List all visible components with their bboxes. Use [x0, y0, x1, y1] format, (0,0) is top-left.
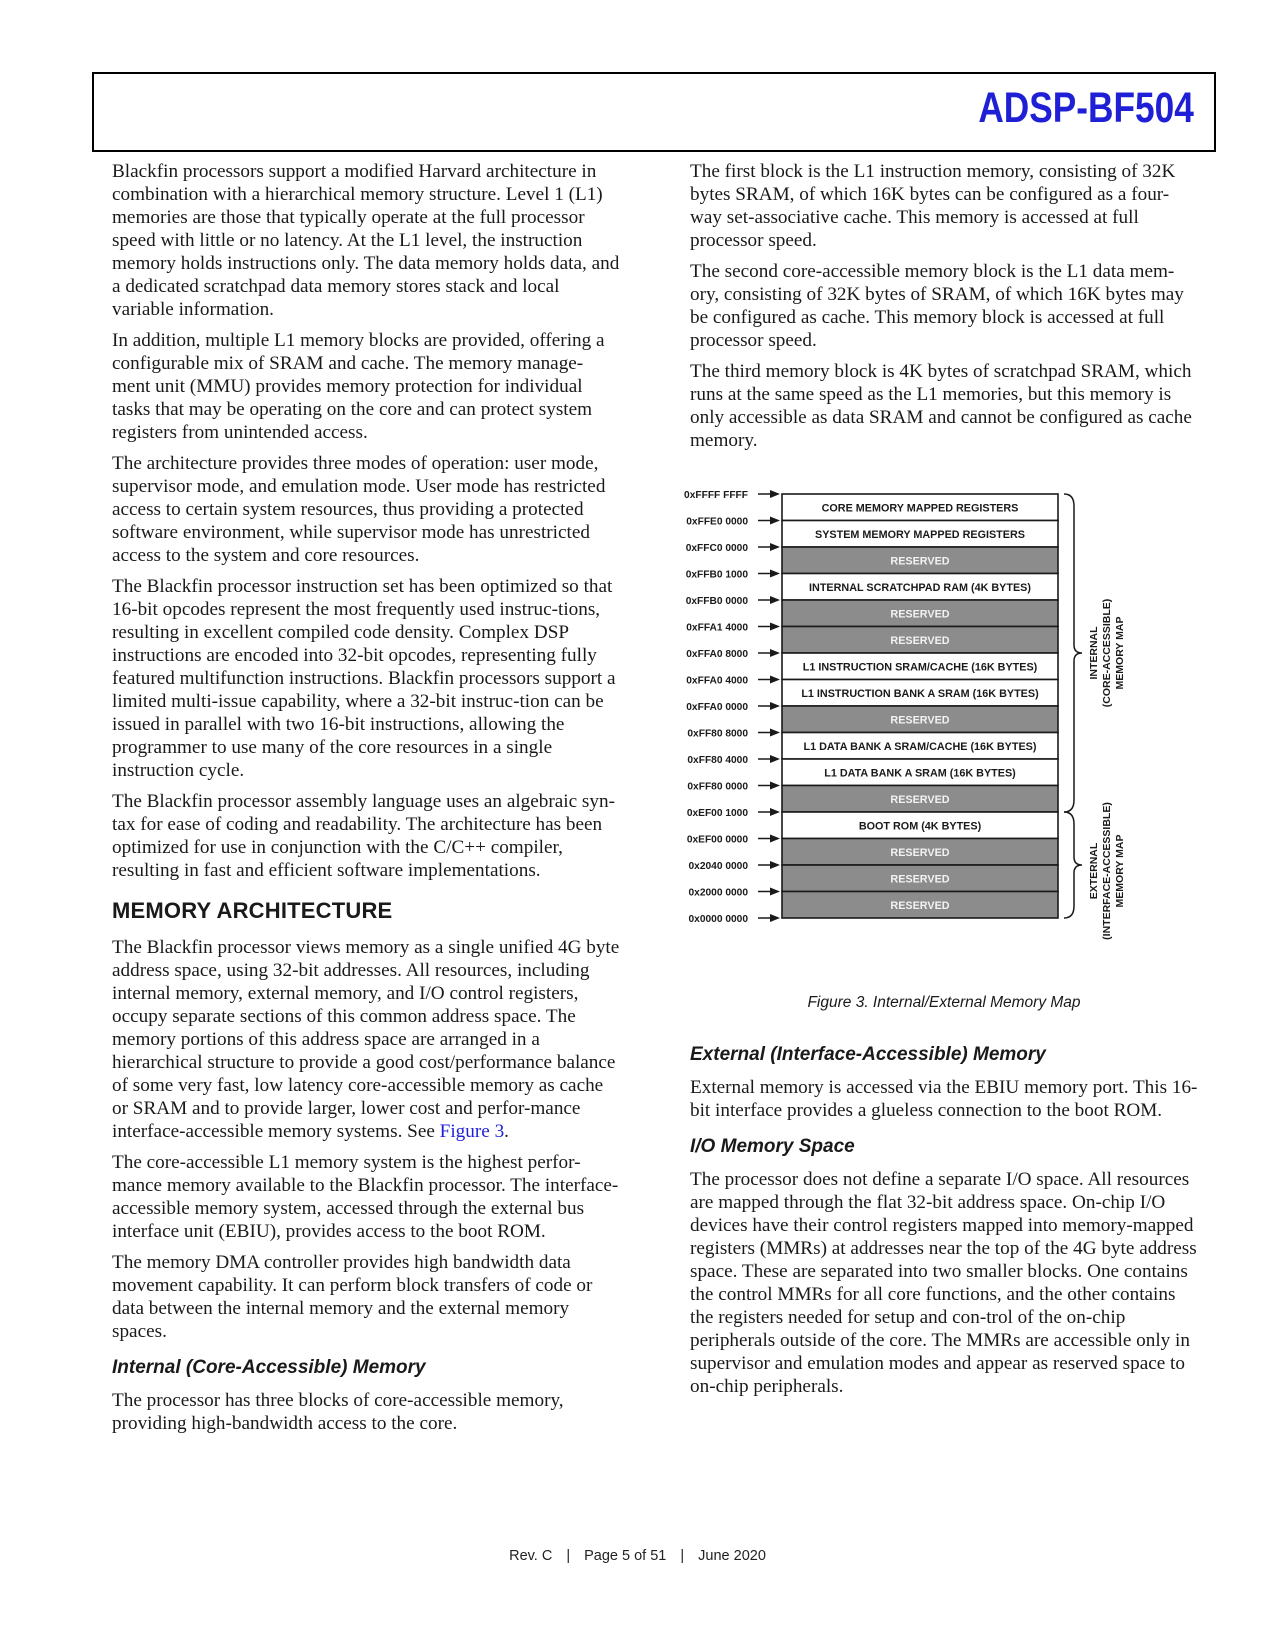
arrowhead-icon — [770, 570, 780, 578]
address-label: 0xFFA1 4000 — [686, 622, 748, 634]
arrowhead-icon — [770, 490, 780, 498]
arrowhead-icon — [770, 517, 780, 525]
arrowhead-icon — [770, 914, 780, 922]
address-label: 0xEF00 0000 — [686, 834, 748, 846]
memory-block-label: RESERVED — [890, 899, 950, 912]
figure-caption: Figure 3. Internal/External Memory Map — [807, 994, 1081, 1011]
paragraph-text: The Blackfin processor views memory as a single unified 4G byte address space, using 32-bit addresses. All resources, including internal memory, external memory, and I/O control registers, occupy separate sections of this common address space. The memory portions of this address space are arranged in a hierarchical structure to provide a good cost/performance balance of some very fast, low latency core-accessible memory as cache or SRAM and to provide larger, lower cost and perfor-mance interface-accessible memory systems. See — [112, 937, 620, 1142]
internal-map-label-line: (CORE-ACCESSIBLE) — [1101, 598, 1113, 708]
memory-block-label: RESERVED — [890, 846, 950, 859]
arrowhead-icon — [770, 702, 780, 710]
header-box — [92, 72, 1216, 152]
internal-brace — [1064, 494, 1082, 812]
address-label: 0xFFE0 0000 — [686, 516, 748, 528]
address-label: 0xFFC0 0000 — [685, 543, 748, 554]
right-column-lower — [690, 1030, 1198, 1406]
memory-block-label: L1 INSTRUCTION SRAM/CACHE (16K BYTES) — [802, 661, 1038, 674]
memory-block-label: BOOT ROM (4K BYTES) — [858, 820, 982, 833]
internal-map-label — [1088, 599, 1126, 708]
address-label: 0xFF80 4000 — [687, 755, 748, 766]
memory-block-label: SYSTEM MEMORY MAPPED REGISTERS — [815, 528, 1025, 541]
revision: Rev. C — [509, 1548, 553, 1564]
address-label: 0xFFFF FFFF — [684, 490, 748, 501]
memory-block-label: L1 INSTRUCTION BANK A SRAM (16K BYTES) — [801, 687, 1039, 700]
arrowhead-icon — [770, 782, 780, 790]
memory-block-label: RESERVED — [890, 555, 950, 568]
paragraph: The third memory block is 4K bytes of scratchpad SRAM, which runs at the same speed as the L1 memories, but this memory is only accessible as data SRAM and cannot be configured as cache memory. — [690, 361, 1192, 451]
arrowhead-icon — [770, 808, 780, 816]
memory-block-label: RESERVED — [890, 634, 950, 647]
external-brace — [1064, 812, 1082, 918]
address-label: 0xFF80 0000 — [687, 781, 748, 793]
address-label: 0x2040 0000 — [688, 861, 748, 872]
separator: | — [566, 1548, 571, 1564]
date: June 2020 — [698, 1548, 766, 1564]
arrowhead-icon — [770, 888, 780, 896]
arrowhead-icon — [770, 729, 780, 737]
arrowhead-icon — [770, 543, 780, 551]
paragraph: External memory is accessed via the EBIU memory port. This 16-bit interface provides a glueless connection to the boot ROM. — [690, 1077, 1198, 1121]
memory-block-label: L1 DATA BANK A SRAM (16K BYTES) — [824, 767, 1016, 780]
paragraph: The core-accessible L1 memory system is the highest perfor-mance memory available to the Blackfin processor. The interface-accessible memory system, accessed through the external bus interface unit (EBIU), provides access to the boot ROM. — [112, 1152, 619, 1242]
paragraph: The processor does not define a separate I/O space. All resources are mapped through the flat 32-bit address space. On-chip I/O devices have their control registers mapped into memory-mapped registers (MMRs) at addresses near the top of the 4G byte address space. These are separated into two smaller blocks. One contains the control MMRs for all core functions, and the other contains the registers needed for setup and con-trol of the on-chip peripherals outside of the core. The MMRs are accessible only in supervisor and emulation modes and appear as reserved space to on-chip peripherals. — [690, 1169, 1197, 1397]
arrowhead-icon — [770, 676, 780, 684]
paragraph: The memory DMA controller provides high bandwidth data movement capability. It can perform block transfers of code or data between the internal memory and the external memory spaces. — [112, 1252, 593, 1342]
arrowhead-icon — [770, 649, 780, 657]
document-title: ADSP-BF504 — [978, 84, 1194, 132]
memory-block-label: RESERVED — [890, 714, 950, 727]
page-footer — [0, 1548, 1275, 1564]
paragraph: The second core-accessible memory block is the L1 data mem-ory, consisting of 32K bytes of SRAM, of which 16K bytes may be configured as cache. This memory block is accessed at full processor speed. — [690, 261, 1184, 351]
paragraph: The first block is the L1 instruction memory, consisting of 32K bytes SRAM, of which 16K bytes can be configured as a four-way set-associative cache. This memory is accessed at full processor speed. — [690, 161, 1176, 251]
address-label: 0xFFA0 0000 — [686, 702, 748, 713]
paragraph: In addition, multiple L1 memory blocks are provided, offering a configurable mix of SRAM and cache. The memory manage-ment unit (MMU) provides memory protection for individual tasks that may be operating on the core and can protect system registers from unintended access. — [112, 330, 605, 443]
section-heading-memory-architecture: MEMORY ARCHITECTURE — [112, 898, 393, 923]
left-column — [112, 160, 620, 1443]
memory-map-figure — [684, 482, 1170, 952]
figure-3-link[interactable]: Figure 3 — [439, 1121, 505, 1142]
external-map-label-line: EXTERNAL — [1088, 842, 1100, 900]
paragraph-end: . — [504, 1121, 509, 1142]
address-label: 0xFF80 8000 — [687, 728, 748, 740]
address-label: 0x0000 0000 — [688, 914, 748, 925]
paragraph: The Blackfin processor instruction set has been optimized so that 16-bit opcodes represent the most frequently used instruc-tions, resulting in excellent compiled code density. Complex DSP instructions are encoded into 32-bit opcodes, representing fully featured multifunction instructions. Blackfin processors support a limited multi-issue capability, where a 32-bit instruc-tion can be issued in parallel with two 16-bit instructions, allowing the programmer to use many of the core resources in a single instruction cycle. — [112, 576, 616, 781]
memory-block-label: CORE MEMORY MAPPED REGISTERS — [821, 502, 1019, 515]
address-label: 0xFFA0 4000 — [686, 675, 748, 687]
subheading-internal-memory: Internal (Core-Accessible) Memory — [112, 1357, 426, 1378]
arrowhead-icon — [770, 596, 780, 604]
memory-block-label: RESERVED — [890, 608, 950, 621]
arrowhead-icon — [770, 861, 780, 869]
paragraph: Blackfin processors support a modified Harvard architecture in combination with a hierarchical memory structure. Level 1 (L1) memories are those that typically operate at the full processor speed with little or no latency. At the L1 level, the instruction memory holds instructions only. The data memory holds data, and a dedicated scratchpad data memory stores stack and local variable information. — [112, 161, 620, 320]
paragraph: The architecture provides three modes of operation: user mode, supervisor mode, and emulation mode. User mode has restricted access to certain system resources, thus providing a protected software environment, while supervisor mode has unrestricted access to the system and core resources. — [112, 453, 606, 566]
page-number: Page 5 of 51 — [584, 1548, 667, 1564]
internal-map-label-line: MEMORY MAP — [1114, 616, 1126, 690]
internal-map-label-line: INTERNAL — [1088, 626, 1100, 680]
arrowhead-icon — [770, 755, 780, 763]
address-label: 0xFFA0 8000 — [686, 649, 748, 660]
memory-block-label: RESERVED — [890, 873, 950, 886]
external-map-label — [1088, 802, 1126, 940]
subheading-io-memory-space: I/O Memory Space — [690, 1136, 855, 1157]
right-column — [690, 160, 1198, 460]
address-label: 0xFFB0 0000 — [685, 596, 748, 607]
memory-block-label: INTERNAL SCRATCHPAD RAM (4K BYTES) — [809, 581, 1031, 594]
paragraph: The processor has three blocks of core-accessible memory, providing high-bandwidth access to the core. — [112, 1390, 564, 1434]
subheading-external-memory: External (Interface-Accessible) Memory — [690, 1044, 1046, 1065]
arrowhead-icon — [770, 835, 780, 843]
paragraph: The Blackfin processor assembly language uses an algebraic syn-tax for ease of coding and readability. The architecture has been optimized for use in conjunction with the C/C++ compiler, resulting in fast and efficient software implementations. — [112, 791, 615, 881]
arrowhead-icon — [770, 623, 780, 631]
separator: | — [680, 1548, 685, 1564]
external-map-label-line: (INTERFACE-ACCESSIBLE) — [1101, 802, 1113, 940]
address-label: 0xFFB0 1000 — [685, 569, 748, 581]
memory-block-label: RESERVED — [890, 793, 950, 806]
address-label: 0x2000 0000 — [688, 887, 748, 899]
paragraph — [112, 936, 620, 1143]
address-label: 0xEF00 1000 — [686, 808, 748, 819]
external-map-label-line: MEMORY MAP — [1114, 834, 1126, 908]
memory-block-label: L1 DATA BANK A SRAM/CACHE (16K BYTES) — [803, 740, 1037, 753]
